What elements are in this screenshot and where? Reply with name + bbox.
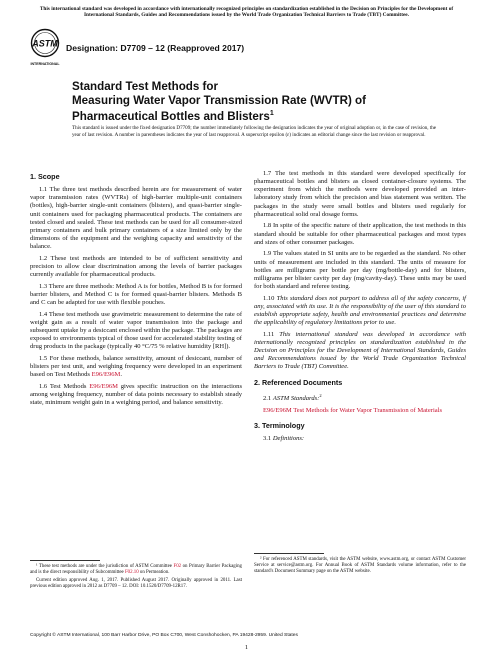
footnotes-left <box>30 560 242 591</box>
paragraph-1-4: 1.4 These test methods use gravimetric measurement to determine the rate of weight gain as a result of water vapor transmission into the package and subsequent uptake by a desiccant enclosed within the package. The packages are exposed to environments typical of those used for accelerated stability testing of drug products in the package (typically 40 °C/75 % relative humidity [RH]). <box>30 310 242 351</box>
title-line-1: Standard Test Methods for <box>72 80 219 93</box>
section-heading-terminology: 3. Terminology <box>254 420 305 430</box>
paragraph-1-6-rest: gives specific instruction on the interactions among weighing frequency, number of data points necessary to establish steady state, minimum weight gain in a weighing period, and balance sensitivity. <box>30 383 242 407</box>
paragraph-2-1-number: 2.1 <box>263 394 273 402</box>
designation-note: This standard is issued under the fixed designation D7709; the number immediately following the designation indicates the year of original adoption or, in the case of revision, the year of last revision. A number in parentheses indicates the year of last reapproval. A superscript epsilon (ε) indicates an editorial change since the last revision or reapproval. <box>72 125 437 138</box>
paragraph-1-11 <box>254 331 466 372</box>
page-number: 1 <box>244 644 249 651</box>
footnote-1-text-3: on Permeation. <box>138 570 170 575</box>
title-line-3-text: Pharmaceutical Bottles and Blisters <box>72 110 270 124</box>
footnote-divider <box>254 553 324 554</box>
paragraph-1-2: 1.2 These test methods are intended to be of sufficient sensitivity and precision to allow clear discrimination among the levels of barrier packages currently available for pharmaceutical products. <box>30 254 242 279</box>
tbt-note: This international standard was developed in accordance with internationally recognized principles on standardization established in the Decision on Principles for the Development of International Standards, Guides and Recommendations issued by the World Trade Organization Technical Barriers to Trade (TBT) Committee. <box>39 6 454 19</box>
left-column <box>30 170 242 411</box>
title-line-2: Measuring Water Vapor Transmission Rate (WVTR) of <box>72 93 366 107</box>
title-line-3 <box>72 107 412 123</box>
paragraph-1-11-number: 1.11 <box>263 330 280 338</box>
paragraph-1-5-end: . <box>120 371 122 379</box>
paragraph-3-1-number: 3.1 <box>263 434 273 442</box>
title-footnote-mark: 1 <box>269 110 274 118</box>
section-heading-scope: 1. Scope <box>30 172 60 181</box>
paragraph-1-5-text: 1.5 For these methods, balance sensitivity, amount of desiccant, number of blisters per test unit, and weighing frequency were developed in an experiment based on Test Methods <box>30 355 242 379</box>
section-heading-referenced-documents: 2. Referenced Documents <box>254 377 343 387</box>
document-title <box>72 80 412 124</box>
paragraph-1-6 <box>30 383 242 407</box>
paragraph-1-8: 1.8 In spite of the specific nature of their application, the test methods in this standard should be suitable for other pharmaceutical packages and most types and sizes of other consumer packages. <box>254 222 466 246</box>
footnote-1-text: ¹ These test methods are under the jurisdiction of ASTM Committee <box>36 564 174 569</box>
paragraph-1-5 <box>30 355 242 379</box>
paragraph-3-1 <box>254 435 466 443</box>
paragraph-1-7: 1.7 The test methods in this standard were developed specifically for pharmaceutical bottles and blisters as closed container-closure systems. The experiment from which the methods were developed provided an inter-laboratory study from which the precision and bias statement was written. The packages in the study were small bottles and blisters used regularly for pharmaceutical solid oral dosage forms. <box>254 170 466 218</box>
footnote-divider <box>30 560 100 561</box>
paragraph-1-1: 1.1 The three test methods described herein are for measurement of water vapor transmission rates (WVTRs) of high-barrier multiple-unit containers (bottles), high-barrier single-unit containers (blisters), and quasi-barrier single-unit containers used for packaging pharmaceutical products. The containers are tested closed and sealed. These test methods can be used for all consumer-sized primary containers and bulk primary containers of a size limited only by the dimensions of the equipment and the weighing capacity and sensitivity of the balance. <box>30 186 242 251</box>
f02-10-link[interactable]: F02.10 <box>124 570 139 575</box>
paragraph-2-1 <box>254 392 466 403</box>
f02-link[interactable]: F02 <box>173 564 182 569</box>
paragraph-1-10 <box>254 295 466 328</box>
paragraph-2-1-text: ASTM Standards: <box>272 394 320 402</box>
footnote-2: ² For referenced ASTM standards, visit the ASTM website, www.astm.org, or contact ASTM Customer Service at service@astm.org. For Annual Book of ASTM Standards volume information, refer to the standard's Document Summary page on the ASTM website. <box>254 557 466 574</box>
astm-logo-icon <box>30 28 60 70</box>
footnotes-right <box>254 553 466 577</box>
footnote-1-edition: Current edition approved Aug. 1, 2017. Published August 2017. Originally approved in 2011. Last previous edition approved in 2012 as D7709 – 12. DOI: 10.1520/D7709-12R17. <box>30 577 242 589</box>
footnote-1 <box>30 564 242 576</box>
e96-title-link[interactable]: Test Methods for Water Vapor Transmission of Materials <box>291 406 443 414</box>
right-column <box>254 170 466 447</box>
paragraph-3-1-text: Definitions: <box>272 434 305 442</box>
copyright-line: Copyright © ASTM International, 100 Barr Harbor Drive, PO Box C700, West Conshohocken, PA 19428-2959. United States <box>30 633 298 638</box>
paragraph-1-9: 1.9 The values stated in SI units are to be regarded as the standard. No other units of measurement are included in this standard. The units of measure for bottles are milligrams per bottle per day (mg/bottle-day) and for blisters, milligrams per blister cavity per day (mg/cavity-day). These units may be used for both standard and referee testing. <box>254 250 466 291</box>
paragraph-1-3: 1.3 There are three methods: Method A is for bottles, Method B is for formed barrier blisters, and Method C is for formed quasi-barrier blisters. Methods B and C can be adapted for use with flexible pouches. <box>30 282 242 307</box>
e96-link[interactable]: E96/E96M <box>91 371 121 379</box>
paragraph-2-1-footnote-mark: 2 <box>319 392 322 398</box>
designation: Designation: D7709 – 12 (Reapproved 2017) <box>66 43 245 53</box>
reference-item-e96 <box>263 407 466 415</box>
paragraph-1-10-number: 1.10 <box>263 294 277 302</box>
logo-text: ASTM <box>32 38 58 49</box>
paragraph-1-10-text: This standard does not purport to address all of the safety concerns, if any, associated with its use. It is the responsibility of the user of this standard to establish appropriate safety, health and environmental practices and determine the applicability of regulatory limitations prior to use. <box>254 294 466 327</box>
e96-link[interactable]: E96/E96M <box>263 406 292 414</box>
footnote-1-text-2: on Primary Barrier Packaging and is the direct responsibility of Subcommittee <box>30 564 242 575</box>
logo-subtext: INTERNATIONAL <box>30 62 60 66</box>
paragraph-1-6-text: 1.6 Test Methods <box>39 383 90 391</box>
e96-link[interactable]: E96/E96M <box>89 383 118 391</box>
paragraph-1-11-text: This international standard was developed in accordance with internationally recognized principles on standardization established in the Decision on Principles for the Development of International Standards, Guides and Recommendations issued by the World Trade Organization Technical Barriers to Trade (TBT) Committee. <box>254 330 466 371</box>
